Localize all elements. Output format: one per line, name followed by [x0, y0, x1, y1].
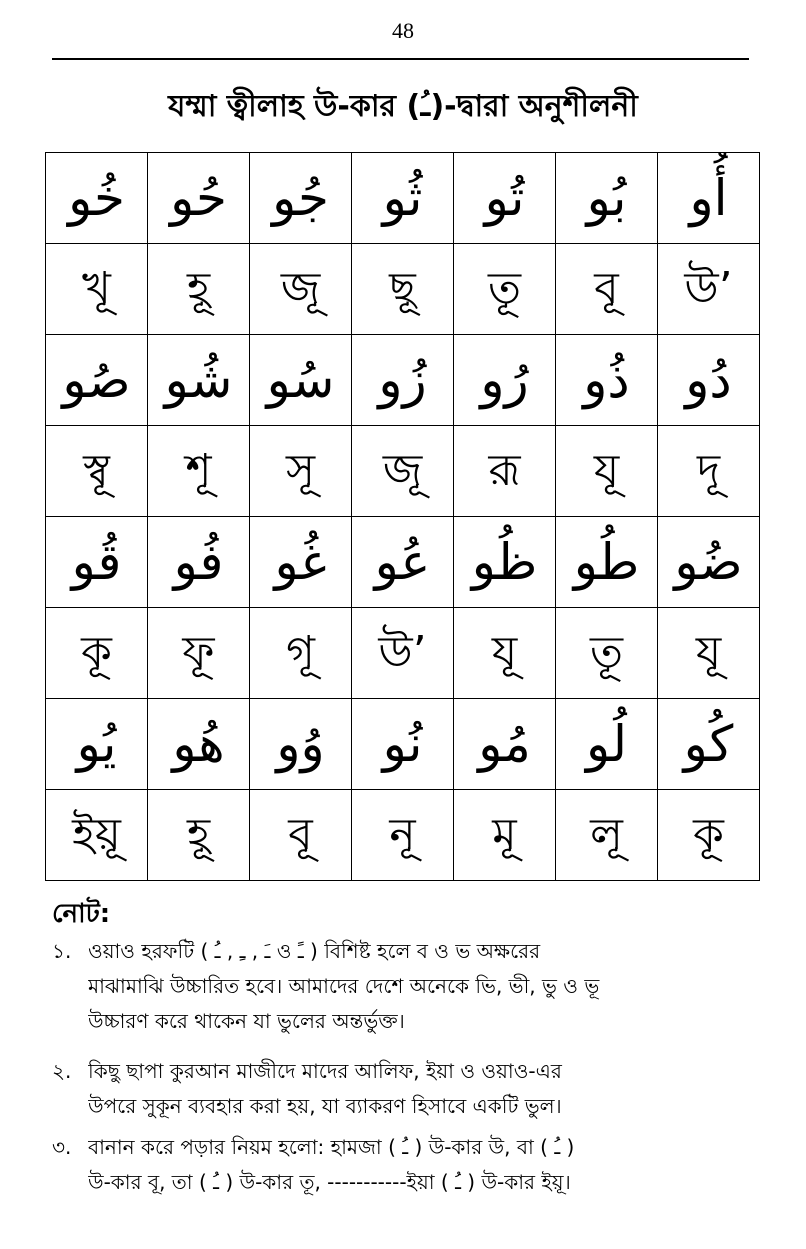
note-number: ৩. [52, 1135, 72, 1159]
arabic-syllable: يُو [76, 715, 117, 773]
arabic-syllable: غُو [274, 533, 327, 591]
bengali-transliteration: ছূ [389, 263, 416, 314]
bengali-transliteration: যূ [695, 627, 722, 678]
practice-table [45, 152, 760, 881]
arabic-syllable: جُو [272, 169, 329, 227]
arabic-syllable: دُو [685, 351, 732, 409]
arabic-cell [658, 699, 760, 790]
bengali-cell [46, 426, 148, 517]
bengali-transliteration: বূ [594, 263, 619, 314]
arabic-cell [454, 517, 556, 608]
note-line: উপরে সুকূন ব্যবহার করা হয়, যা ব্যাকরণ হিসাবে একটি ভুল। [88, 1094, 562, 1118]
arabic-cell [658, 335, 760, 426]
page-title: যম্মা ত্বীলাহ উ-কার (ـُ)-দ্বারা অনুশীলনী [168, 89, 638, 124]
arabic-syllable: رُو [480, 351, 529, 409]
arabic-cell [454, 335, 556, 426]
arabic-syllable: مُو [478, 715, 531, 773]
bengali-cell [658, 244, 760, 335]
arabic-cell [352, 153, 454, 244]
arabic-syllable: نُو [382, 715, 423, 773]
arabic-cell [148, 335, 250, 426]
bengali-row [46, 790, 760, 881]
arabic-syllable: حُو [170, 169, 227, 227]
bengali-transliteration: যূ [593, 445, 620, 496]
bengali-transliteration: তূ [589, 627, 623, 678]
arabic-syllable: هُو [172, 715, 225, 773]
note-number: ২. [52, 1059, 72, 1083]
bengali-transliteration: স্বূ [83, 445, 110, 496]
bengali-cell [658, 426, 760, 517]
arabic-cell [556, 517, 658, 608]
arabic-cell [46, 699, 148, 790]
bengali-cell [556, 426, 658, 517]
page-number: 48 [392, 18, 414, 43]
notes-heading: নোট: [52, 899, 111, 929]
arabic-syllable: تُو [484, 169, 525, 227]
arabic-cell [454, 153, 556, 244]
note-line: ওয়াও হরফটি ( ـَ , ـِ , ـُ ও ـً ) বিশিষ্ট হলে ব ও ভ অক্ষরের [88, 939, 541, 963]
arabic-cell [556, 335, 658, 426]
bengali-cell [46, 790, 148, 881]
bengali-cell [250, 244, 352, 335]
arabic-cell [250, 699, 352, 790]
note-line: কিছু ছাপা কুরআন মাজীদে মাদের আলিফ, ইয়া ও ওয়াও-এর [88, 1059, 562, 1083]
arabic-row [46, 517, 760, 608]
arabic-cell [148, 699, 250, 790]
bengali-transliteration: যূ [491, 627, 518, 678]
arabic-cell [250, 335, 352, 426]
arabic-syllable: ذُو [583, 351, 630, 409]
arabic-syllable: خُو [68, 169, 125, 227]
bengali-transliteration: নূ [389, 809, 416, 860]
arabic-syllable: طُو [573, 533, 640, 591]
bengali-cell [454, 244, 556, 335]
arabic-cell [352, 699, 454, 790]
bengali-transliteration: জূ [382, 445, 423, 496]
arabic-syllable: كُو [683, 715, 734, 773]
bengali-row [46, 244, 760, 335]
arabic-row [46, 699, 760, 790]
bengali-cell [352, 790, 454, 881]
bengali-cell [352, 608, 454, 699]
arabic-syllable: شُو [164, 351, 233, 409]
arabic-syllable: ضُو [674, 533, 743, 591]
bengali-transliteration: ফূ [182, 627, 215, 678]
arabic-syllable: بُو [586, 169, 627, 227]
bengali-cell [148, 790, 250, 881]
arabic-syllable: ظُو [471, 533, 538, 591]
note-line: মাঝামাঝি উচ্চারিত হবে। আমাদের দেশে অনেকে ভি, ভী, ভু ও ভূ [88, 974, 600, 998]
bengali-transliteration: লূ [590, 809, 623, 860]
bengali-transliteration: কূ [693, 809, 724, 860]
bengali-transliteration: বূ [288, 809, 313, 860]
bengali-transliteration: জূ [280, 263, 321, 314]
arabic-syllable: لُو [585, 715, 628, 773]
header-rule [52, 58, 749, 60]
arabic-row [46, 335, 760, 426]
bengali-cell [454, 790, 556, 881]
bengali-transliteration: তূ [487, 263, 521, 314]
arabic-syllable: زُو [378, 351, 427, 409]
bengali-cell [148, 244, 250, 335]
bengali-transliteration: গূ [286, 627, 315, 678]
bengali-cell [250, 790, 352, 881]
bengali-transliteration: কূ [81, 627, 112, 678]
arabic-cell [658, 517, 760, 608]
bengali-transliteration: ইয়ূ [72, 809, 121, 860]
bengali-transliteration: মূ [492, 809, 517, 860]
arabic-cell [352, 517, 454, 608]
arabic-row [46, 153, 760, 244]
bengali-cell [454, 426, 556, 517]
arabic-syllable: صُو [62, 351, 131, 409]
bengali-transliteration: হূ [186, 809, 211, 860]
note-line: উ-কার বূ, তা ( ـُ ) উ-কার তূ, -----------ইয়া ( ـُ ) উ-কার ইয়ূ। [88, 1170, 571, 1194]
arabic-cell [46, 335, 148, 426]
bengali-transliteration: হূ [186, 263, 211, 314]
arabic-cell [46, 153, 148, 244]
arabic-cell [556, 153, 658, 244]
arabic-cell [658, 153, 760, 244]
bengali-cell [658, 790, 760, 881]
bengali-cell [658, 608, 760, 699]
arabic-syllable: قُو [71, 533, 122, 591]
bengali-cell [250, 608, 352, 699]
bengali-row [46, 608, 760, 699]
bengali-transliteration: সূ [285, 445, 316, 496]
arabic-cell [46, 517, 148, 608]
bengali-transliteration: ’উ [378, 627, 427, 678]
arabic-cell [250, 153, 352, 244]
arabic-cell [148, 153, 250, 244]
bengali-cell [352, 426, 454, 517]
arabic-syllable: وُو [276, 715, 325, 773]
bengali-cell [148, 608, 250, 699]
bengali-transliteration: খূ [82, 263, 111, 314]
bengali-transliteration: শূ [185, 445, 212, 496]
arabic-syllable: فُو [173, 533, 224, 591]
arabic-syllable: عُو [374, 533, 431, 591]
arabic-cell [454, 699, 556, 790]
note-line: উচ্চারণ করে থাকেন যা ভুলের অন্তর্ভুক্ত। [88, 1009, 405, 1033]
bengali-transliteration: ’উ [684, 263, 733, 314]
arabic-syllable: سُو [266, 351, 335, 409]
bengali-cell [556, 244, 658, 335]
note-number: ১. [52, 939, 72, 963]
arabic-syllable: أُو [689, 169, 728, 227]
bengali-cell [46, 244, 148, 335]
arabic-cell [250, 517, 352, 608]
bengali-cell [556, 608, 658, 699]
arabic-cell [556, 699, 658, 790]
bengali-cell [250, 426, 352, 517]
bengali-transliteration: দূ [696, 445, 721, 496]
bengali-cell [556, 790, 658, 881]
note-line: বানান করে পড়ার নিয়ম হলো: হামজা ( ـُ ) উ-কার উ, বা ( ـُ ) [88, 1135, 575, 1159]
bengali-cell [46, 608, 148, 699]
arabic-cell [352, 335, 454, 426]
bengali-cell [148, 426, 250, 517]
bengali-cell [454, 608, 556, 699]
bengali-cell [352, 244, 454, 335]
arabic-syllable: ثُو [382, 169, 423, 227]
bengali-transliteration: রূ [488, 445, 521, 496]
bengali-row [46, 426, 760, 517]
arabic-cell [148, 517, 250, 608]
